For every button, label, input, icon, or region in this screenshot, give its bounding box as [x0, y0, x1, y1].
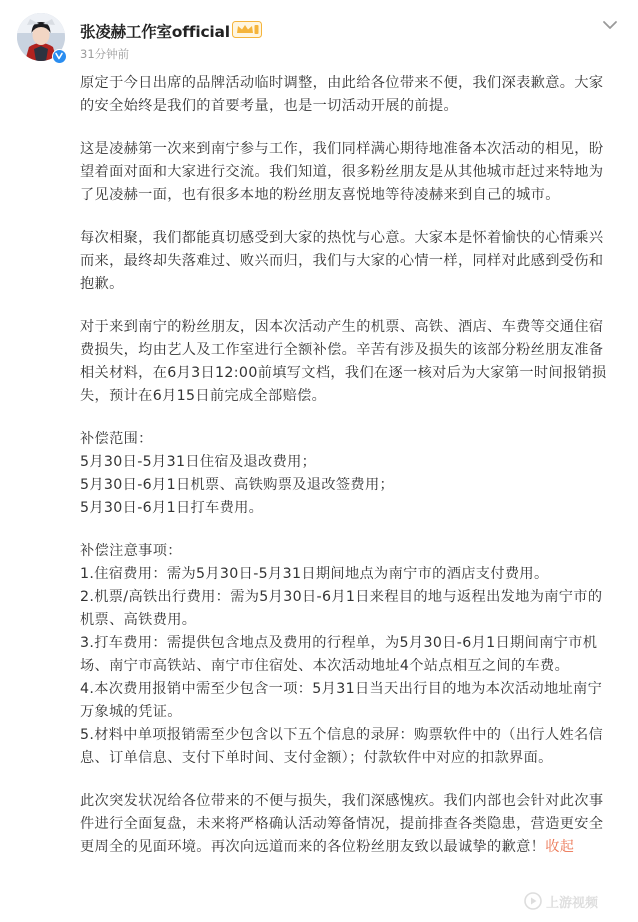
paragraph: [80, 790, 630, 859]
list-item: 万象城的凭证。: [80, 704, 182, 720]
more-options-button[interactable]: [599, 16, 621, 34]
list-item: 息、订单信息、支付下单时间、支付金额）；付款软件中对应的扣款界面。: [80, 750, 553, 766]
text-line: 件进行全面复盘，未来将严格确认活动筹备情况，提前排查各类隐患，营造更安全: [80, 816, 604, 832]
post-header: [0, 0, 638, 68]
text-line: 了见凌赫一面，也有很多本地的粉丝朋友喜悦地等待凌赫来到自己的城市。: [80, 187, 560, 203]
post-content: [80, 72, 630, 879]
list-item: 3.打车费用：需提供包含地点及费用的行程单，为5月30日-6月1日期间南宁市机: [80, 635, 598, 651]
text-line: 望着面对面和大家进行交流。我们知道，很多粉丝朋友是从其他城市赶过来特地为: [80, 164, 604, 180]
play-logo-icon: [524, 892, 542, 910]
list-item: 场、南宁市高铁站、南宁市住宿处、本次活动地址4个站点相互之间的车费。: [80, 658, 570, 674]
list-item: 2.机票/高铁出行费用：需为5月30日-6月1日来程目的地与返程出发地为南宁市的: [80, 589, 603, 605]
text-line: 每次相聚，我们都能真切感受到大家的热忱与心意。大家本是怀着愉快的心情乘兴: [80, 230, 604, 246]
paragraph: [80, 72, 630, 118]
chevron-down-icon: [599, 16, 621, 34]
text-line: 费损失，均由艺人及工作室进行全额补偿。辛苦有涉及损失的该部分粉丝朋友准备: [80, 342, 604, 358]
text-line: 这是凌赫第一次来到南宁参与工作，我们同样满心期待地准备本次活动的相见，盼: [80, 141, 604, 157]
compensation-scope: [80, 428, 630, 520]
text-line: 失，预计在6月15日前完成全部赔偿。: [80, 388, 327, 404]
post-time: 31分钟前: [80, 47, 130, 61]
text-line: 对于来到南宁的粉丝朋友，因本次活动产生的机票、高铁、酒店、车费等交通住宿: [80, 319, 604, 335]
list-item: 4.本次费用报销中需至少包含一项：5月31日当天出行目的地为本次活动地址南宁: [80, 681, 603, 697]
section-heading: 补偿范围：: [80, 431, 153, 447]
paragraph: [80, 138, 630, 207]
text-line: 原定于今日出席的品牌活动临时调整，由此给各位带来不便，我们深表歉意。大家: [80, 75, 604, 91]
compensation-notes: [80, 540, 630, 770]
watermark-text: 上游视频: [546, 896, 599, 911]
text-line: 此次突发状况给各位带来的不便与损失，我们深感愧疚。我们内部也会针对此次事: [80, 793, 604, 809]
text-line: [80, 836, 630, 859]
paragraph: [80, 316, 630, 408]
text-line: 抱歉。: [80, 276, 124, 292]
list-item: 1.住宿费用：需为5月30日-5月31日期间地点为南宁市的酒店支付费用。: [80, 566, 549, 582]
collapse-link[interactable]: 收起: [545, 839, 575, 855]
paragraph: [80, 227, 630, 296]
text-line: 而来，最终却失落难过、败兴而归，我们与大家的心情一样，同样对此感到受伤和: [80, 253, 604, 269]
list-item: 5.材料中单项报销需至少包含以下五个信息的录屏：购票软件中的（出行人姓名信: [80, 727, 604, 743]
text-line: 的安全始终是我们的首要考量，也是一切活动开展的前提。: [80, 98, 458, 114]
list-item: 机票、高铁费用。: [80, 612, 197, 628]
watermark: [524, 890, 632, 914]
verified-v-icon: [52, 49, 67, 64]
user-name[interactable]: 张凌赫工作室official: [80, 23, 230, 41]
list-item: 5月30日-5月31日住宿及退改费用；: [80, 454, 317, 470]
text-line-content: 更周全的见面环境。再次向远道而来的各位粉丝朋友致以最诚挚的歉意！: [80, 839, 546, 855]
text-line: 相关材料，在6月3日12:00前填写文档，我们在逐一核对后为大家第一时间报销损: [80, 365, 607, 381]
list-item: 5月30日-6月1日机票、高铁购票及退改签费用；: [80, 477, 395, 493]
section-heading: 补偿注意事项：: [80, 543, 182, 559]
crown-badge-icon[interactable]: [232, 21, 262, 38]
list-item: 5月30日-6月1日打车费用。: [80, 500, 264, 516]
